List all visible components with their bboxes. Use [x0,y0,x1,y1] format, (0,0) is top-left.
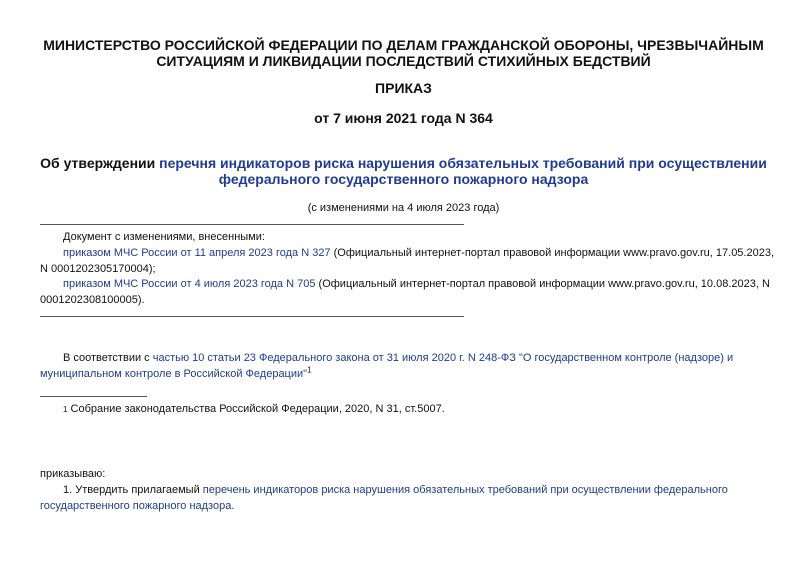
order-item-1-link-part1[interactable]: перечень индикаторов риска нарушения обязательных требований при осуществлении федерального [202,484,728,496]
amendments-top-divider [40,224,464,225]
document-date-number: от 7 июня 2021 года N 364 [314,110,493,126]
amendment-item-2-line2: 0001202308100005). [40,294,145,306]
order-item-1-link-part2[interactable]: государственного пожарного надзора [40,500,232,512]
footnote-divider [40,396,147,397]
document-subject [0,155,807,187]
footnote-reference[interactable]: 1 [307,365,312,375]
amendment-item-1-line2: N 0001202305170004); [40,263,156,275]
ministry-title-line2: СИТУАЦИЯМ И ЛИКВИДАЦИИ ПОСЛЕДСТВИЙ СТИХИЙНЫХ БЕДСТВИЙ [156,53,651,69]
preamble-law-link-part1[interactable]: частью 10 статьи 23 Федерального закона от 31 июля 2020 г. N 248-ФЗ "О государственном контроле (надзоре) и [152,352,734,364]
ministry-title [0,37,807,69]
subject-link-part1[interactable]: перечня индикаторов риска нарушения обязательных требований при осуществлении [159,155,767,171]
subject-link-part2[interactable]: федерального государственного пожарного надзора [218,171,589,187]
amendment-link-327[interactable]: приказом МЧС России от 11 апреля 2023 года N 327 [63,247,331,259]
footnote-mark: 1 [63,405,68,414]
amendment-item-2-line1 [63,276,770,292]
amendments-bottom-divider [40,316,464,317]
order-item-1-prefix: 1. Утвердить прилагаемый [63,484,203,496]
preamble-line2 [40,366,312,382]
amendments-intro: Документ с изменениями, внесенными: [63,231,265,243]
subject-prefix: Об утверждении [40,155,160,171]
ministry-title-line1: МИНИСТЕРСТВО РОССИЙСКОЙ ФЕДЕРАЦИИ ПО ДЕЛАМ ГРАЖДАНСКОЙ ОБОРОНЫ, ЧРЕЗВЫЧАЙНЫМ [43,37,764,53]
order-item-1-line1 [63,482,728,498]
preamble-law-link-part2[interactable]: муниципальном контроле в Российской Федерации" [40,368,308,380]
amendment-link-705[interactable]: приказом МЧС России от 4 июля 2023 года N 705 [63,278,316,290]
changes-note: (с изменениями на 4 июля 2023 года) [307,202,500,214]
order-item-1-suffix: . [231,500,235,512]
preamble-prefix: В соответствии с [63,352,153,364]
footnote-text: Собрание законодательства Российской Федерации, 2020, N 31, ст.5007. [67,403,445,415]
amendment-text-327: (Официальный интернет-портал правовой информации www.pravo.gov.ru, 17.05.2023, [330,247,775,259]
order-verb: приказываю: [40,468,106,480]
preamble-line1 [63,350,767,366]
order-item-1-line2 [40,498,234,514]
footnote [63,401,445,418]
subject-line2 [0,171,807,187]
subject-line1 [0,155,807,171]
amendment-item-1-line1 [63,245,774,261]
document-type: ПРИКАЗ [375,80,432,96]
amendment-text-705: (Официальный интернет-портал правовой информации www.pravo.gov.ru, 10.08.2023, N [315,278,770,290]
